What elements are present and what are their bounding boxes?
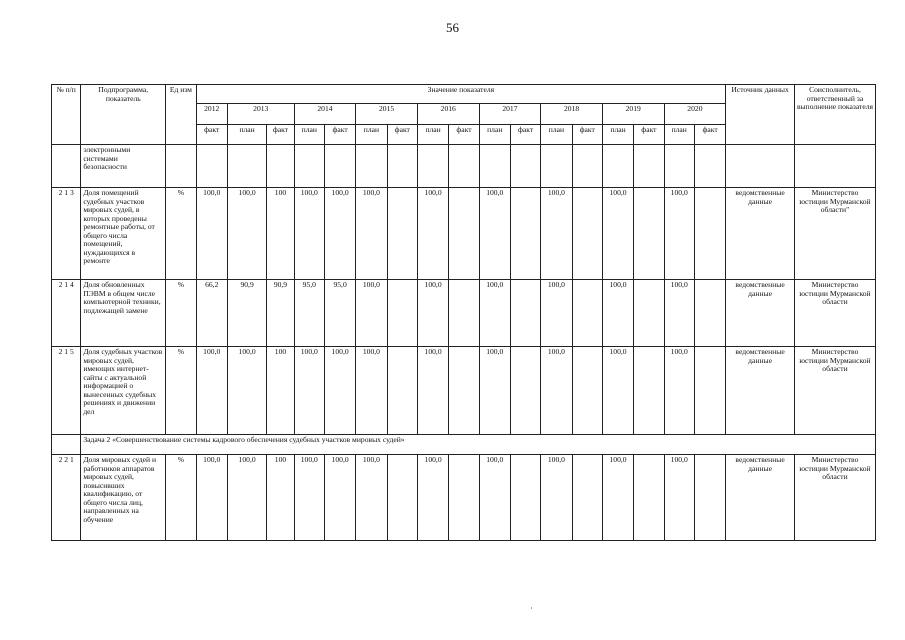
table-row bbox=[52, 347, 876, 435]
value-cell: 100,0 bbox=[324, 188, 355, 280]
value-cell bbox=[694, 347, 725, 435]
indicators-table bbox=[51, 84, 876, 541]
value-cell: 100,0 bbox=[417, 455, 448, 541]
value-cell: 90,9 bbox=[267, 280, 294, 347]
row-source: ведомственные данные bbox=[726, 188, 795, 280]
row-unit: % bbox=[166, 188, 196, 280]
value-cell: 95,0 bbox=[294, 280, 324, 347]
value-cell bbox=[572, 280, 602, 347]
value-cell bbox=[510, 347, 540, 435]
value-cell: 100,0 bbox=[541, 455, 572, 541]
header-source: Источник данных bbox=[726, 85, 795, 145]
cell-empty bbox=[356, 145, 387, 188]
year-2020: 2020 bbox=[664, 104, 726, 125]
value-cell bbox=[387, 347, 417, 435]
value-cell bbox=[694, 455, 725, 541]
header-plan: план bbox=[294, 125, 324, 145]
value-cell bbox=[572, 455, 602, 541]
value-cell: 100,0 bbox=[324, 455, 355, 541]
value-cell: 100,0 bbox=[602, 347, 633, 435]
value-cell: 100,0 bbox=[356, 455, 387, 541]
value-cell: 100,0 bbox=[541, 347, 572, 435]
value-cell: 100,0 bbox=[324, 347, 355, 435]
value-cell: 100,0 bbox=[602, 280, 633, 347]
value-cell bbox=[387, 188, 417, 280]
row-unit: % bbox=[166, 455, 196, 541]
row-num: 2 1 4 bbox=[52, 280, 81, 347]
value-cell bbox=[510, 455, 540, 541]
value-cell bbox=[634, 188, 664, 280]
cell-empty bbox=[417, 145, 448, 188]
cell-empty bbox=[726, 145, 795, 188]
header-coexecutor: Соисполнитель, ответственный за выполнение показателя bbox=[794, 85, 875, 145]
cell-empty bbox=[52, 145, 81, 188]
row-name: Доля обновленных ПЭВМ в общем числе компьютерной техники, подлежащей замене bbox=[81, 280, 166, 347]
value-cell: 100,0 bbox=[479, 188, 510, 280]
value-cell bbox=[634, 455, 664, 541]
year-2012: 2012 bbox=[196, 104, 227, 125]
cell-empty bbox=[227, 145, 266, 188]
row-name: Доля судебных участков мировых судей, имеющих интернет-сайты с актуальной информацией о вынесенных судебных решениях и движении дел bbox=[81, 347, 166, 435]
header-values-title: Значение показателя bbox=[196, 85, 726, 104]
value-cell: 100,0 bbox=[196, 347, 227, 435]
year-2016: 2016 bbox=[417, 104, 479, 125]
value-cell: 100,0 bbox=[479, 280, 510, 347]
value-cell: 100,0 bbox=[541, 280, 572, 347]
value-cell: 100 bbox=[267, 188, 294, 280]
header-fact: факт bbox=[510, 125, 540, 145]
value-cell bbox=[387, 280, 417, 347]
row-unit: % bbox=[166, 280, 196, 347]
header-fact: факт bbox=[387, 125, 417, 145]
table-row bbox=[52, 280, 876, 347]
cell-empty bbox=[479, 145, 510, 188]
value-cell bbox=[510, 280, 540, 347]
stray-mark: ˙ bbox=[530, 606, 533, 616]
value-cell bbox=[572, 347, 602, 435]
value-cell: 100,0 bbox=[541, 188, 572, 280]
cell-empty bbox=[634, 145, 664, 188]
value-cell: 95,0 bbox=[324, 280, 355, 347]
row-executor: Министерство юстиции Мурманской области bbox=[794, 455, 875, 541]
value-cell: 100,0 bbox=[479, 347, 510, 435]
header-unit: Ед изм bbox=[166, 85, 196, 145]
header-plan: план bbox=[227, 125, 266, 145]
value-cell: 100,0 bbox=[196, 455, 227, 541]
row-executor: Министерство юстиции Мурманской области bbox=[794, 347, 875, 435]
year-2017: 2017 bbox=[479, 104, 541, 125]
value-cell bbox=[387, 455, 417, 541]
value-cell: 100,0 bbox=[479, 455, 510, 541]
cell-empty bbox=[196, 145, 227, 188]
row-source: ведомственные данные bbox=[726, 455, 795, 541]
continuation-row bbox=[52, 145, 876, 188]
value-cell: 100,0 bbox=[417, 188, 448, 280]
value-cell: 100,0 bbox=[602, 188, 633, 280]
header-fact: факт bbox=[324, 125, 355, 145]
row-num: 2 1 3 bbox=[52, 188, 81, 280]
header-fact: факт bbox=[449, 125, 479, 145]
cell-empty bbox=[794, 145, 875, 188]
continuation-name: электронными системами безопасности bbox=[81, 145, 166, 188]
row-name: Доля помещений судебных участков мировых судей, в которых проведены ремонтные работы, от общего числа помещений, нуждающихся в ремонте bbox=[81, 188, 166, 280]
year-2018: 2018 bbox=[541, 104, 603, 125]
cell-empty bbox=[166, 145, 196, 188]
value-cell bbox=[449, 280, 479, 347]
value-cell: 100,0 bbox=[356, 280, 387, 347]
header-plan: план bbox=[479, 125, 510, 145]
header-num: № п/п bbox=[52, 85, 81, 145]
header-fact: факт bbox=[572, 125, 602, 145]
value-cell: 100,0 bbox=[196, 188, 227, 280]
year-2013: 2013 bbox=[227, 104, 294, 125]
cell-empty bbox=[449, 145, 479, 188]
year-2015: 2015 bbox=[356, 104, 418, 125]
task-row bbox=[52, 435, 876, 455]
value-cell: 100,0 bbox=[664, 280, 694, 347]
header-plan: план bbox=[541, 125, 572, 145]
value-cell: 100,0 bbox=[294, 455, 324, 541]
header-fact: факт bbox=[196, 125, 227, 145]
value-cell: 100,0 bbox=[356, 188, 387, 280]
cell-empty bbox=[52, 435, 81, 455]
row-name: Доля мировых судей и работников аппаратов мировых судей, повысивших квалификацию, от общего числа лиц, направленных на обучение bbox=[81, 455, 166, 541]
value-cell: 100,0 bbox=[664, 188, 694, 280]
value-cell bbox=[510, 188, 540, 280]
value-cell: 100,0 bbox=[602, 455, 633, 541]
row-executor: Министерство юстиции Мурманской области bbox=[794, 280, 875, 347]
value-cell bbox=[449, 455, 479, 541]
year-2019: 2019 bbox=[602, 104, 664, 125]
value-cell: 100,0 bbox=[417, 347, 448, 435]
row-num: 2 1 5 bbox=[52, 347, 81, 435]
cell-empty bbox=[572, 145, 602, 188]
page-number: 56 bbox=[446, 20, 459, 35]
row-executor: Министерство юстиции Мурманской области" bbox=[794, 188, 875, 280]
row-unit: % bbox=[166, 347, 196, 435]
value-cell: 90,9 bbox=[227, 280, 266, 347]
cell-empty bbox=[324, 145, 355, 188]
value-cell: 100,0 bbox=[227, 455, 266, 541]
header-plan: план bbox=[356, 125, 387, 145]
value-cell: 100,0 bbox=[227, 347, 266, 435]
table-row bbox=[52, 188, 876, 280]
value-cell: 100,0 bbox=[356, 347, 387, 435]
value-cell: 100,0 bbox=[664, 455, 694, 541]
value-cell: 100,0 bbox=[417, 280, 448, 347]
value-cell: 100,0 bbox=[294, 188, 324, 280]
row-source: ведомственные данные bbox=[726, 347, 795, 435]
row-source: ведомственные данные bbox=[726, 280, 795, 347]
header-name: Подпрограмма, показатель bbox=[81, 85, 166, 145]
value-cell: 100 bbox=[267, 455, 294, 541]
value-cell bbox=[694, 280, 725, 347]
value-cell: 100,0 bbox=[664, 347, 694, 435]
header-fact: факт bbox=[267, 125, 294, 145]
value-cell bbox=[449, 347, 479, 435]
row-num: 2 2 1 bbox=[52, 455, 81, 541]
cell-empty bbox=[267, 145, 294, 188]
value-cell bbox=[572, 188, 602, 280]
value-cell bbox=[634, 347, 664, 435]
value-cell: 100,0 bbox=[294, 347, 324, 435]
table-row bbox=[52, 455, 876, 541]
cell-empty bbox=[664, 145, 694, 188]
header-plan: план bbox=[602, 125, 633, 145]
task-title: Задача 2 «Совершенствование системы кадрового обеспечения судебных участков мировых судей» bbox=[81, 435, 876, 455]
value-cell: 100 bbox=[267, 347, 294, 435]
value-cell: 100,0 bbox=[227, 188, 266, 280]
value-cell bbox=[449, 188, 479, 280]
value-cell bbox=[634, 280, 664, 347]
cell-empty bbox=[387, 145, 417, 188]
cell-empty bbox=[510, 145, 540, 188]
value-cell bbox=[694, 188, 725, 280]
cell-empty bbox=[694, 145, 725, 188]
header-fact: факт bbox=[694, 125, 725, 145]
cell-empty bbox=[294, 145, 324, 188]
year-2014: 2014 bbox=[294, 104, 356, 125]
header-fact: факт bbox=[634, 125, 664, 145]
cell-empty bbox=[541, 145, 572, 188]
header-plan: план bbox=[417, 125, 448, 145]
header-plan: план bbox=[664, 125, 694, 145]
cell-empty bbox=[602, 145, 633, 188]
value-cell: 66,2 bbox=[196, 280, 227, 347]
